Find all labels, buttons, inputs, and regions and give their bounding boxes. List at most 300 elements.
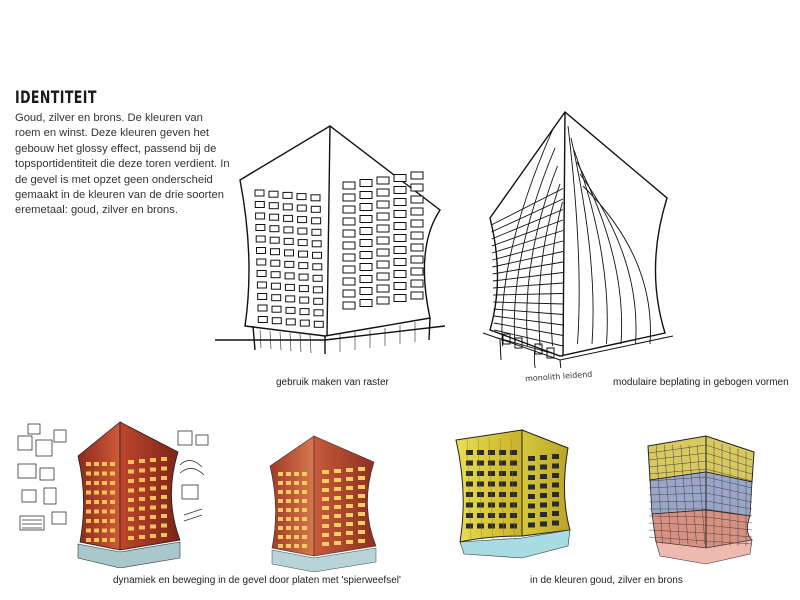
window xyxy=(377,189,389,196)
window xyxy=(94,500,99,504)
window xyxy=(334,478,341,482)
window xyxy=(286,526,291,530)
window xyxy=(278,526,283,530)
window xyxy=(540,484,547,489)
window xyxy=(300,309,309,315)
window xyxy=(346,495,353,499)
window xyxy=(128,479,134,483)
window xyxy=(139,526,145,530)
window xyxy=(299,286,308,292)
window xyxy=(528,466,535,471)
window xyxy=(499,450,506,455)
window xyxy=(102,538,107,542)
window xyxy=(258,317,267,323)
window xyxy=(343,278,355,285)
window xyxy=(258,305,267,311)
window xyxy=(477,450,484,455)
window xyxy=(322,533,329,537)
window xyxy=(286,499,291,503)
window xyxy=(150,506,156,510)
window xyxy=(466,492,473,497)
window xyxy=(300,320,309,326)
window xyxy=(161,495,167,499)
window xyxy=(285,284,294,290)
window xyxy=(477,471,484,476)
window xyxy=(270,226,279,232)
window xyxy=(94,491,99,495)
window xyxy=(377,225,389,232)
window xyxy=(286,481,291,485)
window xyxy=(346,513,353,517)
window xyxy=(377,273,389,280)
window xyxy=(139,516,145,520)
window xyxy=(528,456,535,461)
window xyxy=(150,525,156,529)
window xyxy=(540,474,547,479)
window xyxy=(343,206,355,213)
window xyxy=(257,271,266,277)
section-body-text: Goud, zilver en brons. De kleuren van roem en winst. Deze kleuren geven het gebouw het glossy effect, passend bij de topsportidentiteit die deze toren verdient. In de gevel is met opzet geen onderscheid gemaakt in de kleuren van de drie soorten eremetaal: goud, zilver en brons. xyxy=(15,112,230,217)
window xyxy=(161,505,167,509)
panel-line xyxy=(494,309,563,315)
window xyxy=(466,461,473,466)
sketch-grid-tower xyxy=(215,118,445,358)
window xyxy=(128,508,134,512)
window xyxy=(552,492,559,497)
window xyxy=(161,533,167,537)
window xyxy=(298,217,307,223)
window xyxy=(528,485,535,490)
window xyxy=(528,494,535,499)
window xyxy=(294,535,299,539)
window xyxy=(272,295,281,301)
panel-line xyxy=(493,302,563,304)
window xyxy=(346,522,353,526)
window xyxy=(510,471,517,476)
window xyxy=(286,472,291,476)
window xyxy=(256,225,265,231)
window xyxy=(477,492,484,497)
panel-line xyxy=(493,273,563,282)
panel-line xyxy=(493,262,563,274)
window xyxy=(102,510,107,514)
panel-line xyxy=(577,162,622,344)
window xyxy=(510,492,517,497)
window xyxy=(286,508,291,512)
window xyxy=(150,487,156,491)
window xyxy=(313,287,322,293)
section-title: IDENTITEIT xyxy=(15,88,97,108)
window xyxy=(499,513,506,518)
window xyxy=(377,261,389,268)
window xyxy=(278,535,283,539)
window xyxy=(294,526,299,530)
window xyxy=(394,295,406,302)
caption-colors: in de kleuren goud, zilver en brons xyxy=(530,575,683,586)
window xyxy=(343,230,355,237)
window xyxy=(540,512,547,517)
window xyxy=(299,251,308,257)
window xyxy=(278,517,283,521)
window xyxy=(271,260,280,266)
window xyxy=(128,527,134,531)
window xyxy=(499,482,506,487)
window xyxy=(411,280,423,287)
window xyxy=(360,204,372,211)
window xyxy=(314,298,323,304)
window xyxy=(377,201,389,208)
window xyxy=(540,465,547,470)
sketch-muscle-doodles xyxy=(14,420,74,550)
window xyxy=(284,215,293,221)
window xyxy=(510,482,517,487)
window xyxy=(466,513,473,518)
window xyxy=(360,228,372,235)
window xyxy=(528,513,535,518)
window xyxy=(139,459,145,463)
window xyxy=(411,196,423,203)
window xyxy=(311,206,320,212)
window xyxy=(150,458,156,462)
window xyxy=(360,192,372,199)
window xyxy=(128,460,134,464)
window xyxy=(488,450,495,455)
window xyxy=(322,470,329,474)
window xyxy=(411,184,423,191)
window xyxy=(102,529,107,533)
window xyxy=(161,524,167,528)
window xyxy=(150,468,156,472)
window xyxy=(552,502,559,507)
window xyxy=(110,510,115,514)
window xyxy=(86,510,91,514)
window xyxy=(302,526,307,530)
panel-line xyxy=(494,337,563,357)
window xyxy=(269,203,278,209)
window xyxy=(346,504,353,508)
window xyxy=(411,256,423,263)
window xyxy=(358,467,365,471)
window xyxy=(86,491,91,495)
window xyxy=(343,242,355,249)
window xyxy=(110,529,115,533)
window xyxy=(540,503,547,508)
window xyxy=(360,300,372,307)
window xyxy=(278,490,283,494)
window xyxy=(161,514,167,518)
window xyxy=(110,481,115,485)
window xyxy=(334,487,341,491)
render-red-tower xyxy=(262,432,382,572)
window xyxy=(466,450,473,455)
window xyxy=(294,481,299,485)
window xyxy=(510,450,517,455)
window xyxy=(322,488,329,492)
window xyxy=(488,482,495,487)
render-multicolor-tower xyxy=(640,432,765,567)
window xyxy=(286,319,295,325)
window xyxy=(128,470,134,474)
window xyxy=(94,529,99,533)
window xyxy=(161,467,167,471)
window xyxy=(488,492,495,497)
window xyxy=(343,254,355,261)
window xyxy=(102,481,107,485)
window xyxy=(94,472,99,476)
window xyxy=(377,213,389,220)
window xyxy=(394,283,406,290)
window xyxy=(411,292,423,299)
window xyxy=(322,542,329,546)
window xyxy=(128,536,134,540)
window xyxy=(94,510,99,514)
window xyxy=(394,271,406,278)
window xyxy=(346,468,353,472)
window xyxy=(299,274,308,280)
window xyxy=(488,513,495,518)
window xyxy=(294,517,299,521)
window xyxy=(271,283,280,289)
window xyxy=(271,249,280,255)
window xyxy=(313,264,322,270)
window xyxy=(466,524,473,529)
window xyxy=(394,175,406,182)
window xyxy=(139,488,145,492)
window xyxy=(343,290,355,297)
window xyxy=(346,486,353,490)
window xyxy=(313,275,322,281)
window xyxy=(86,481,91,485)
window xyxy=(285,250,294,256)
window xyxy=(86,500,91,504)
window xyxy=(540,493,547,498)
window xyxy=(86,462,91,466)
window xyxy=(299,263,308,269)
window xyxy=(139,497,145,501)
window xyxy=(139,507,145,511)
window xyxy=(346,540,353,544)
window xyxy=(322,515,329,519)
window xyxy=(286,307,295,313)
window xyxy=(322,479,329,483)
window xyxy=(466,471,473,476)
window xyxy=(94,481,99,485)
window xyxy=(102,500,107,504)
window xyxy=(94,462,99,466)
window xyxy=(552,521,559,526)
window xyxy=(102,462,107,466)
window xyxy=(343,182,355,189)
window xyxy=(161,486,167,490)
window xyxy=(411,220,423,227)
window xyxy=(294,544,299,548)
window xyxy=(360,240,372,247)
window xyxy=(360,252,372,259)
window xyxy=(394,223,406,230)
window xyxy=(150,534,156,538)
window xyxy=(258,294,267,300)
window xyxy=(278,508,283,512)
window xyxy=(278,481,283,485)
window xyxy=(552,511,559,516)
window xyxy=(377,285,389,292)
window xyxy=(552,483,559,488)
window xyxy=(302,499,307,503)
window xyxy=(94,519,99,523)
window xyxy=(294,490,299,494)
window xyxy=(411,232,423,239)
window xyxy=(102,519,107,523)
window xyxy=(256,236,265,242)
window xyxy=(510,524,517,529)
window xyxy=(528,504,535,509)
caption-grid: gebruik maken van raster xyxy=(276,377,389,388)
window xyxy=(528,523,535,528)
window xyxy=(110,491,115,495)
window xyxy=(377,237,389,244)
window xyxy=(552,464,559,469)
window xyxy=(343,194,355,201)
window xyxy=(139,469,145,473)
window xyxy=(297,194,306,200)
window xyxy=(510,461,517,466)
window xyxy=(294,508,299,512)
window xyxy=(322,524,329,528)
window xyxy=(358,494,365,498)
window xyxy=(552,473,559,478)
window xyxy=(510,513,517,518)
window xyxy=(477,482,484,487)
window xyxy=(334,514,341,518)
window xyxy=(394,187,406,194)
window xyxy=(257,282,266,288)
window xyxy=(314,321,323,327)
window xyxy=(311,195,320,201)
window xyxy=(128,498,134,502)
window xyxy=(257,259,266,265)
window xyxy=(286,535,291,539)
window xyxy=(139,478,145,482)
window xyxy=(358,476,365,480)
window xyxy=(360,288,372,295)
window xyxy=(466,482,473,487)
window xyxy=(411,268,423,275)
window xyxy=(161,457,167,461)
window xyxy=(302,490,307,494)
window xyxy=(271,272,280,278)
window xyxy=(394,259,406,266)
window xyxy=(360,180,372,187)
window xyxy=(255,190,264,196)
window xyxy=(302,472,307,476)
panel-line xyxy=(491,199,563,232)
window xyxy=(528,475,535,480)
window xyxy=(272,318,281,324)
window xyxy=(150,515,156,519)
window xyxy=(360,216,372,223)
window xyxy=(139,535,145,539)
window xyxy=(272,306,281,312)
window xyxy=(102,472,107,476)
window xyxy=(286,544,291,548)
window xyxy=(411,208,423,215)
window xyxy=(334,532,341,536)
window xyxy=(394,211,406,218)
render-red-tower-sketch xyxy=(68,418,188,568)
window xyxy=(102,491,107,495)
window xyxy=(278,472,283,476)
window xyxy=(270,237,279,243)
sketch-modular-tower xyxy=(475,108,675,368)
window xyxy=(488,471,495,476)
window xyxy=(86,538,91,542)
window xyxy=(86,519,91,523)
window xyxy=(283,192,292,198)
window xyxy=(499,471,506,476)
panel-line xyxy=(502,130,553,346)
handwritten-note: monolith leidend xyxy=(524,369,593,384)
window xyxy=(312,218,321,224)
window xyxy=(343,266,355,273)
panel-line xyxy=(494,316,563,325)
window xyxy=(358,485,365,489)
window xyxy=(86,472,91,476)
window xyxy=(270,214,279,220)
window xyxy=(334,469,341,473)
window xyxy=(285,261,294,267)
window xyxy=(302,535,307,539)
window xyxy=(552,454,559,459)
window xyxy=(110,538,115,542)
window xyxy=(334,541,341,545)
window xyxy=(322,497,329,501)
window xyxy=(302,481,307,485)
window xyxy=(286,517,291,521)
window xyxy=(297,205,306,211)
caption-modular: modulaire beplating in gebogen vormen xyxy=(613,377,789,388)
window xyxy=(285,273,294,279)
window xyxy=(298,240,307,246)
window xyxy=(286,296,295,302)
window xyxy=(110,519,115,523)
window xyxy=(128,517,134,521)
window xyxy=(540,522,547,527)
window xyxy=(358,539,365,543)
window xyxy=(360,264,372,271)
window xyxy=(394,199,406,206)
window xyxy=(86,529,91,533)
window xyxy=(394,247,406,254)
window xyxy=(334,496,341,500)
window xyxy=(346,531,353,535)
window xyxy=(300,297,309,303)
window xyxy=(257,248,266,254)
panel-line xyxy=(580,174,636,344)
window xyxy=(334,523,341,527)
window xyxy=(298,228,307,234)
window xyxy=(411,244,423,251)
window xyxy=(150,496,156,500)
window xyxy=(488,461,495,466)
window xyxy=(343,302,355,309)
window xyxy=(360,276,372,283)
window xyxy=(302,508,307,512)
window xyxy=(377,297,389,304)
window xyxy=(278,544,283,548)
render-gold-tower xyxy=(452,418,577,563)
window xyxy=(110,500,115,504)
window xyxy=(334,505,341,509)
